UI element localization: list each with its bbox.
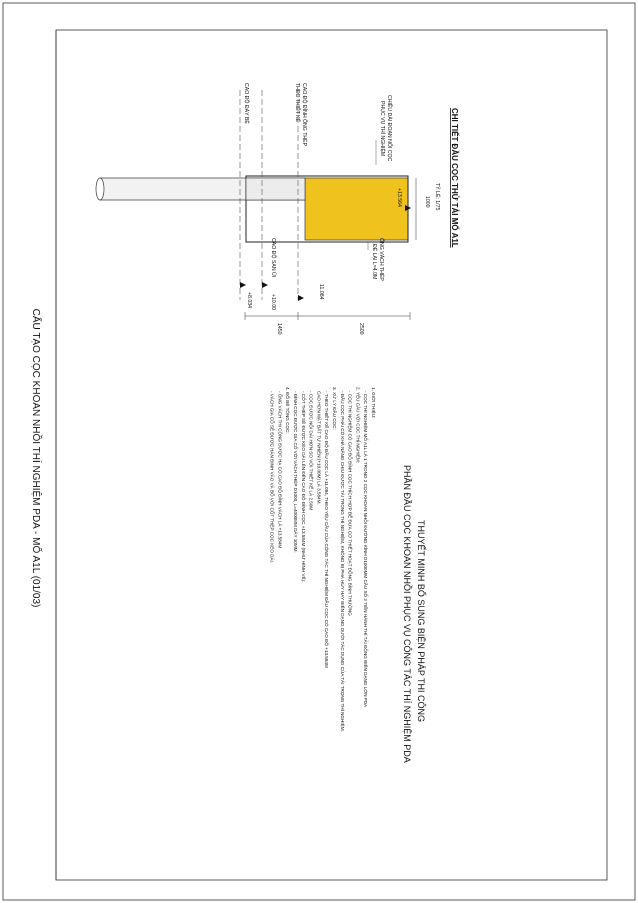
label-chieu-dai-1: CHIỀU DÀI ĐOẠN NỐI CỌC: [386, 95, 392, 162]
elev-10: +10.00: [270, 294, 276, 311]
label-ong-thep-1: CAO ĐỘ ĐỈNH ỐNG THÉP: [301, 83, 307, 147]
note-line: - THEO THIẾT KẾ CAO ĐỘ ĐẦU CỌC LÀ +11.084, THEO YÊU CẦU CỦA CÔNG TÁC THÍ NGHIỆM ĐẦU CỌC CÓ CAO ĐỘ +13.584M: [324, 391, 330, 668]
dim-1000-label: 1000: [424, 196, 430, 208]
elev-top: +13.564: [396, 188, 402, 207]
note-line: - ỐNG VÁCH THI CÔNG ĐƯỢC HẠ CÓ CAO ĐỘ ĐỈNH VÁCH LÀ +13.584M: [277, 391, 283, 549]
sheet-title: CẤU TẠO CỌC KHOAN NHỒI THÍ NGHIỆM PDA - MỐ A1L (01/03): [30, 308, 41, 608]
pile-extension: [305, 178, 408, 240]
note-line: - CỐT THÉP SẼ ĐƯỢC KÉO DÀI LÊN ĐẾN CAO ĐỘ ĐỈNH CỌC +13.584M (NHƯ HÌNH VẼ).: [300, 391, 306, 583]
label-ong-thep-2: THEO THIẾT KẾ: [294, 83, 300, 123]
drawing-scale: TỶ LỆ: 1/75: [434, 183, 440, 211]
note-line: CAO HƠN MẶT ĐẤT TỰ NHIÊN (+10.00M) LÀ 3.584M.: [316, 391, 322, 505]
pile-upper-grey: [246, 178, 305, 200]
pile-end-break: [96, 178, 104, 200]
note-line: - CỌC THÍ NGHIỆM MỐ A1L LÀ 1 TRONG 2 CỌC KHOAN NHỒI ĐƯỜNG KÍNH D1000MM CẦU SỐ 2 TIẾN HÀNH THÍ TẢI ĐỘNG BIẾN DẠNG LỚN PDA: [363, 391, 369, 708]
label-ong-vach-1: ỐNG VÁCH THÉP: [378, 238, 384, 281]
level-marker-11084: [298, 295, 304, 301]
level-marker-8034: [240, 282, 246, 288]
dim-1450: 1450: [276, 323, 282, 335]
notes-heading-1: THUYẾT MINH BỔ SUNG BIỆN PHÁP THI CÔNG: [416, 520, 426, 723]
note-line: 1. GIỚI THIỆU:: [371, 387, 376, 419]
note-line: 4. ĐỔ BÊ TÔNG CỌC:: [285, 387, 291, 434]
inner-frame: [56, 30, 607, 880]
label-san-ui: CAO ĐỘ SAN ỦI: [270, 238, 276, 278]
level-marker-10: [262, 282, 268, 288]
dim-2500: 2500: [358, 323, 364, 335]
label-ong-vach-2: ĐỂ LẠI L=4.0M: [371, 244, 377, 280]
note-line: - VÁCH GIA CỐ SẼ ĐƯỢC HÀN ĐỊNH VÀO VÀ BỐ VỚI CỐT THÉP CỌC KÉO DÀI.: [269, 391, 275, 564]
drawing-title: CHI TIẾT ĐẦU CỌC THỬ TẢI MỐ A1L: [450, 108, 459, 248]
note-line: 3. XỬ LÝ ĐẦU CỌC:: [332, 387, 337, 430]
note-line: - ĐẦU CỌC PHẢI CÓ KHẢ NĂNG CHỊU ĐƯỢC TẢI TRỌNG THÍ NGHIỆM, KHÔNG BỊ PHÁ HỦY HAY BIẾN DẠNG DƯỚI TÁC DỤNG CỦA TẢI TRỌNG THÍ NGHIỆM.: [339, 391, 345, 732]
notes-heading-2: PHẦN ĐẦU CỌC KHOAN NHỒI PHỤC VỤ CÔNG TÁC THÍ NGHIỆM PDA: [402, 465, 412, 763]
label-chieu-dai-2: PHỤC VỤ THÍ NGHIỆM: [379, 101, 385, 157]
elev-11084: 11.084: [318, 284, 324, 300]
label-day-be: CAO ĐỘ ĐÁY BỆ: [243, 83, 249, 124]
note-line: - ĐỈNH CỌC ĐƯỢC GIA CỐ VỚI VÁCH THÉP D1000, L=4000MM DÀY 10MM.: [293, 391, 298, 553]
elev-8034: +8.034: [246, 292, 252, 309]
note-line: - CỌC ĐƯỢC NỐI DÀI HƠN SO VỚI THIẾT KẾ LÀ 2.50M: [308, 391, 314, 511]
note-line: - CỌC THÍ NGHIỆM CÓ CAO ĐỘ ĐỈNH CỌC THÍCH HỢP ĐỂ ĐƯA CƠ THIẾT HOẠT ĐỘNG BÌNH THƯỜNG: [347, 391, 353, 616]
construction-notes: [270, 387, 427, 763]
pile-detail-drawing: [96, 83, 460, 335]
note-line: 2. YÊU CẦU VỚI CỌC THÍ NGHIỆM:: [355, 387, 361, 464]
